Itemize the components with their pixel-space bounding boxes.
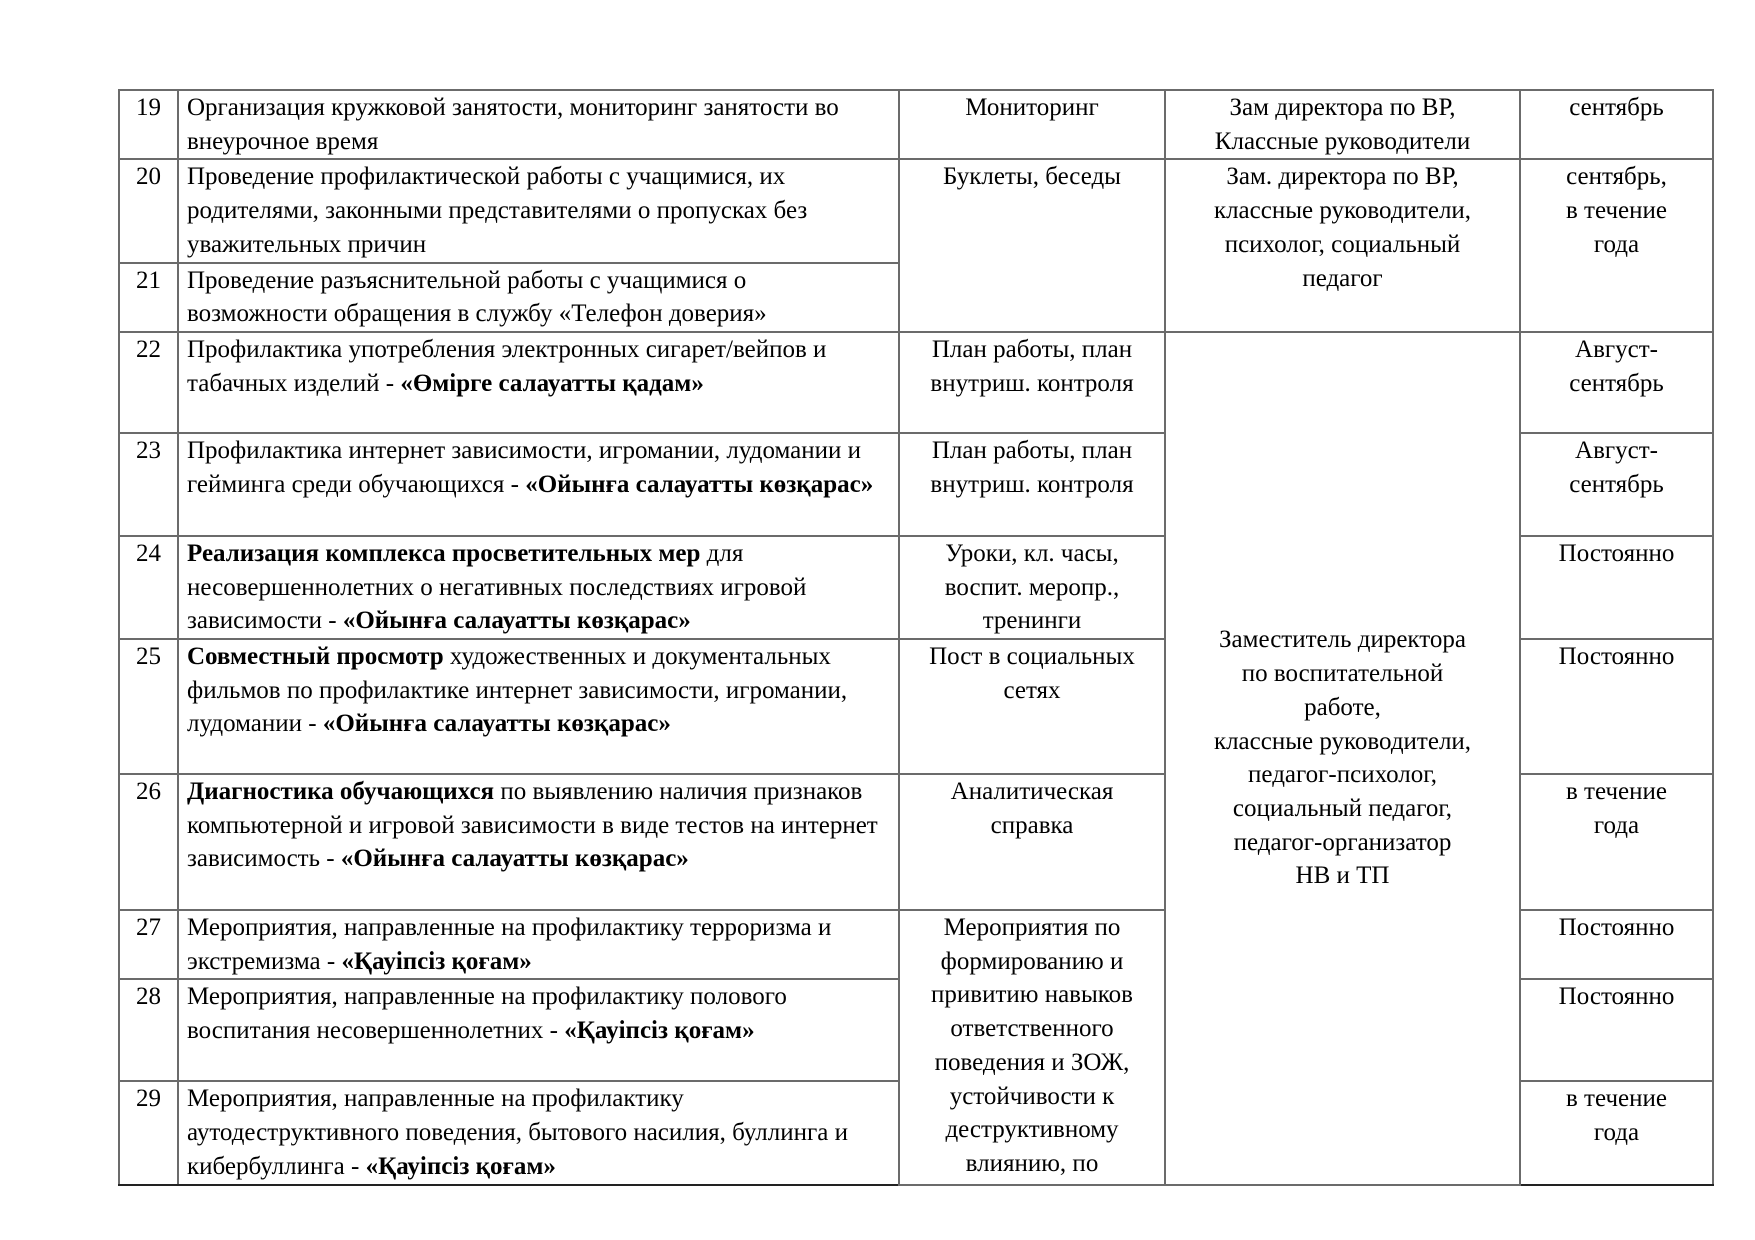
row-number: 24 — [119, 536, 178, 639]
activity-description — [178, 159, 899, 262]
row-number: 25 — [119, 639, 178, 774]
row-number: 26 — [119, 774, 178, 910]
bold-fragment: «Ойынға салауатты көзқарас» — [525, 470, 874, 498]
cell-line: социальный педагог, — [1232, 794, 1453, 822]
cell-line: года — [1593, 811, 1640, 839]
activity-description — [178, 90, 899, 159]
cell-line: Зам. директора по ВР, — [1226, 163, 1459, 191]
table-row — [119, 159, 1713, 262]
cell-line: Заместитель директора — [1219, 626, 1466, 654]
text-fragment: Мероприятия, направленные на профилактику терроризма и экстремизма - — [187, 914, 832, 975]
row-number: 19 — [119, 90, 178, 159]
row-number: 27 — [119, 910, 178, 979]
cell-line: классные руководители, — [1213, 727, 1472, 755]
responsible — [1165, 90, 1520, 159]
cell-line: сентябрь — [1569, 369, 1664, 397]
text-fragment: художественных и документальных фильмов по профилактике интернет зависимости, игромании, лудомании - — [187, 643, 848, 738]
activity-form: План работы, план внутриш. контроля — [899, 332, 1165, 433]
responsible — [1165, 159, 1520, 332]
activity-form: Пост в социальных сетях — [899, 639, 1165, 774]
row-number: 28 — [119, 979, 178, 1081]
cell-line: НВ и ТП — [1295, 862, 1390, 890]
cell-line: Август- — [1575, 335, 1658, 363]
responsible — [1165, 332, 1520, 1185]
bold-fragment: «Қауіпсіз қоғам» — [341, 947, 532, 975]
cell-line: Постоянно — [1558, 539, 1675, 567]
deadline — [1520, 979, 1713, 1081]
cell-line: Постоянно — [1558, 983, 1675, 1011]
bold-fragment: «Ойынға салауатты көзқарас» — [342, 607, 691, 635]
activity-form: Аналитическая справка — [899, 774, 1165, 910]
text-fragment: Проведение профилактической работы с учащимися, их родителями, законными представителями о пропусках без уважительных причин — [187, 163, 808, 258]
bold-fragment: Диагностика обучающихся — [187, 778, 495, 806]
activity-description — [178, 433, 899, 536]
cell-line: в течение — [1566, 1085, 1667, 1113]
activity-form: Уроки, кл. часы, воспит. меропр., тренинги — [899, 536, 1165, 639]
cell-line: Зам директора по ВР, — [1229, 94, 1456, 121]
cell-line: года — [1593, 1119, 1640, 1147]
row-number: 22 — [119, 332, 178, 433]
activity-description — [178, 774, 899, 910]
row-number: 29 — [119, 1081, 178, 1184]
cell-line: классные руководители, — [1213, 197, 1472, 225]
cell-line: года — [1593, 230, 1640, 258]
row-number: 23 — [119, 433, 178, 536]
cell-line: сентябрь, — [1566, 163, 1667, 191]
deadline — [1520, 639, 1713, 774]
activity-plan-table — [118, 89, 1714, 1186]
activity-description — [178, 639, 899, 774]
cell-line: работе, — [1304, 693, 1381, 721]
activity-form: План работы, план внутриш. контроля — [899, 433, 1165, 536]
deadline — [1520, 159, 1713, 332]
bold-fragment: «Қауіпсіз қоғам» — [564, 1017, 755, 1045]
activity-description — [178, 1081, 899, 1184]
row-number: 20 — [119, 159, 178, 262]
cell-line: по воспитательной — [1241, 660, 1444, 688]
table-row — [119, 90, 1713, 159]
deadline — [1520, 90, 1713, 159]
deadline — [1520, 774, 1713, 910]
deadline — [1520, 433, 1713, 536]
activity-description — [178, 979, 899, 1081]
cell-line: педагог-организатор — [1233, 828, 1452, 856]
activity-form: Мониторинг — [899, 90, 1165, 159]
cell-line: в течение — [1566, 197, 1667, 225]
cell-line: Классные руководители — [1214, 127, 1471, 155]
text-fragment: Мероприятия, направленные на профилактику полового воспитания несовершеннолетних - — [187, 983, 787, 1045]
bold-fragment: Совместный просмотр — [187, 643, 444, 671]
table-row — [119, 332, 1713, 433]
activity-description — [178, 332, 899, 433]
activity-description — [178, 263, 899, 332]
bold-fragment: «Қауіпсіз қоғам» — [365, 1152, 556, 1180]
cell-line: сентябрь — [1569, 94, 1664, 121]
cell-line: педагог-психолог, — [1248, 761, 1437, 789]
bold-fragment: «Ойынға салауатты көзқарас» — [322, 710, 671, 738]
deadline — [1520, 1081, 1713, 1184]
bold-fragment: «Ойынға салауатты көзқарас» — [340, 845, 689, 873]
deadline — [1520, 536, 1713, 639]
cell-line: Август- — [1575, 436, 1658, 464]
activity-form: Мероприятия по формированию и привитию навыков ответственного поведения и ЗОЖ, устойчивости к деструктивному влиянию, по — [899, 910, 1165, 1185]
text-fragment: по выявлению наличия признаков компьютерной и игровой зависимости в виде тестов на интернет зависимость - — [187, 778, 878, 873]
cell-line: Постоянно — [1558, 914, 1675, 942]
deadline — [1520, 910, 1713, 979]
bold-fragment: «Өмірге салауатты қадам» — [400, 369, 704, 397]
text-fragment: для несовершеннолетних о негативных последствиях игровой зависимости - — [187, 539, 807, 635]
cell-line: сентябрь — [1569, 470, 1664, 498]
text-fragment: Организация кружковой занятости, мониторинг занятости во внеурочное время — [187, 94, 839, 155]
text-fragment: Профилактика употребления электронных сигарет/вейпов и табачных изделий - — [187, 335, 827, 397]
deadline — [1520, 332, 1713, 433]
text-fragment: Мероприятия, направленные на профилактику аутодеструктивного поведения, бытового насилия, буллинга и кибербуллинга - — [187, 1085, 848, 1180]
cell-line: педагог — [1302, 264, 1383, 292]
row-number: 21 — [119, 263, 178, 332]
text-fragment: Профилактика интернет зависимости, игромании, лудомании и гейминга среди обучающихся - — [187, 436, 862, 498]
bold-fragment: Реализация комплекса просветительных мер — [187, 539, 701, 567]
cell-line: Постоянно — [1558, 643, 1675, 671]
text-fragment: Проведение разъяснительной работы с учащимися о возможности обращения в службу «Телефон доверия» — [187, 266, 767, 328]
activity-description — [178, 536, 899, 639]
activity-description — [178, 910, 899, 979]
cell-line: в течение — [1566, 778, 1667, 806]
cell-line: психолог, социальный — [1224, 230, 1461, 258]
activity-form: Буклеты, беседы — [899, 159, 1165, 332]
